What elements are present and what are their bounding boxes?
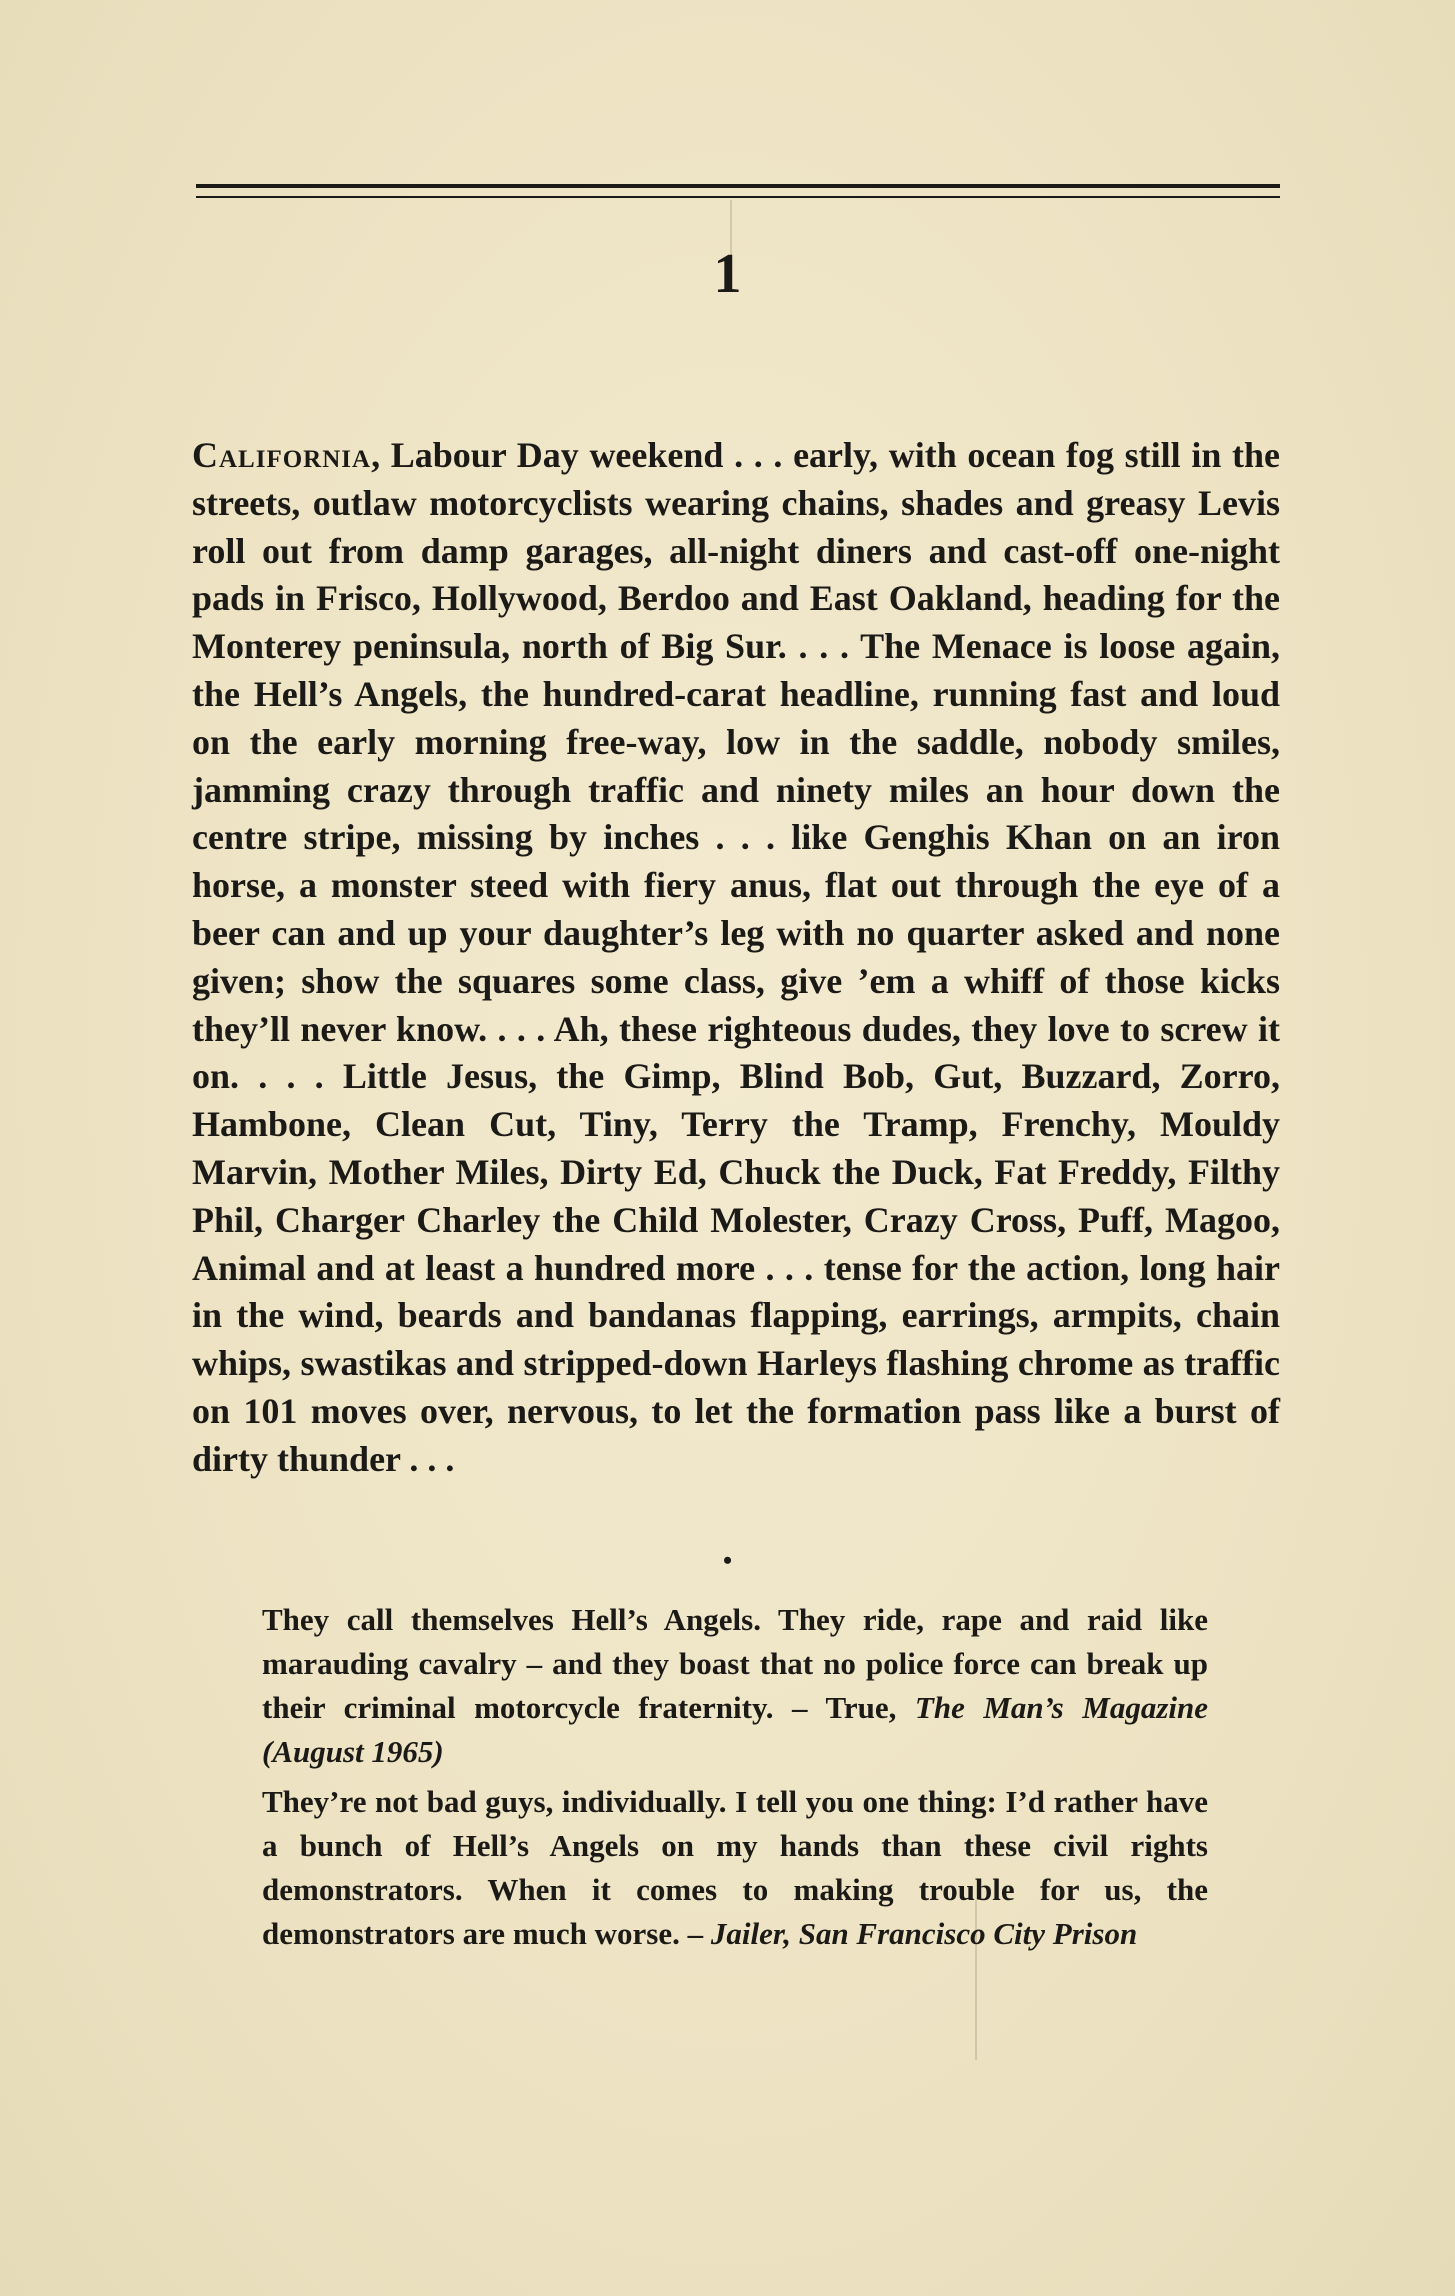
section-ornament: • [722, 1546, 733, 1575]
quote-attribution: Jailer, San Francisco City Prison [710, 1916, 1138, 1951]
chapter-rule-thin [196, 196, 1280, 198]
chapter-rule-thick [196, 184, 1280, 188]
quote-text: They’re not bad guys, individually. I tell you one thing: I’d rather have a bunch of Hell’s Angels on my hands than these civil rights demonstrators. When it comes to making trouble for us, the demonstrators are much worse. – [262, 1784, 1208, 1951]
epigraph-quote [262, 1780, 1208, 1956]
chapter-number: 1 [713, 243, 742, 305]
paragraph-body: , Labour Day weekend . . . early, with ocean fog still in the streets, outlaw motorcyclists wearing chains, shades and greasy Levis roll out from damp garages, all-night diners and cast-off one-night pads in Frisco, Hollywood, Berdoo and East Oakland, heading for the Monterey peninsula, north of Big Sur. . . . The Menace is loose again, the Hell’s Angels, the hundred-carat headline, running fast and loud on the early morning free-way, low in the saddle, nobody smiles, jamming crazy through traffic and ninety miles an hour down the centre stripe, missing by inches . . . like Genghis Khan on an iron horse, a monster steed with fiery anus, flat out through the eye of a beer can and up your daughter’s leg with no quarter asked and none given; show the squares some class, give ’em a whiff of those kicks they’ll never know. . . . Ah, these righteous dudes, they love to screw it on. . . . Little Jesus, the Gimp, Blind Bob, Gut, Buzzard, Zorro, Hambone, Clean Cut, Tiny, Terry the Tramp, Frenchy, Mouldy Marvin, Mother Miles, Dirty Ed, Chuck the Duck, Fat Freddy, Filthy Phil, Charger Charley the Child Molester, Crazy Cross, Puff, Magoo, Animal and at least a hundred more . . . tense for the action, long hair in the wind, beards and bandanas flapping, earrings, armpits, chain whips, swastikas and stripped-down Harleys flashing chrome as traffic on 101 moves over, nervous, to let the formation pass like a burst of dirty thunder . . . [192, 435, 1280, 1479]
quote-text: They call themselves Hell’s Angels. They ride, rape and raid like marauding cavalry – and they boast that no police force can break up their criminal motorcycle fraternity. – True, [262, 1602, 1208, 1725]
opening-paragraph [192, 432, 1280, 1484]
quote-attribution: The Man’s Magazine (August 1965) [262, 1690, 1208, 1769]
epigraph-quote [262, 1598, 1208, 1774]
opening-word: California [192, 435, 372, 475]
